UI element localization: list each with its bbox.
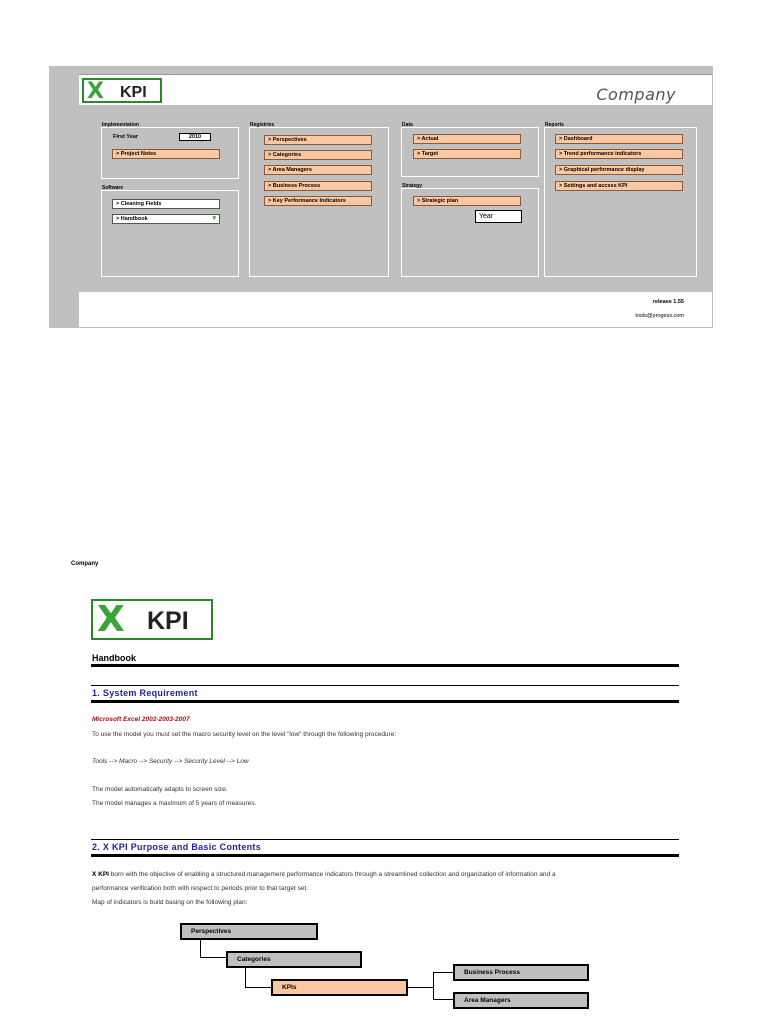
implementation-title: Implementation	[102, 122, 139, 128]
perspectives-button[interactable]: > Perspectives	[264, 135, 372, 145]
section2-line3: Map of indicators is build basing on the following plan:	[92, 899, 248, 906]
diagram-kpis: KPIs	[271, 979, 408, 996]
settings-access-kpi-button[interactable]: > Settings and access KPI	[555, 181, 683, 191]
section1-heading: 1. System Requirement	[92, 688, 198, 698]
graphical-performance-button[interactable]: > Graphical performance display	[555, 165, 683, 175]
first-year-field[interactable]: 2010	[179, 133, 211, 141]
software-title: Software	[102, 185, 124, 191]
section1-subheading: Microsoft Excel 2002-2003-2007	[92, 716, 190, 723]
connector-2	[245, 968, 246, 988]
document-company: Company	[71, 561, 99, 567]
section2-heading: 2. X KPI Purpose and Basic Contents	[92, 842, 262, 852]
target-button[interactable]: > Target	[413, 149, 521, 159]
company-name: Company	[596, 85, 676, 104]
key-performance-indicators-button[interactable]: > Key Performance Indicators	[264, 196, 372, 206]
actual-button[interactable]: > Actual	[413, 134, 521, 144]
dashboard-panel	[49, 66, 713, 328]
cursor-icon: ▾	[212, 215, 216, 222]
connector-3v	[433, 972, 434, 1000]
reports-title: Reports	[545, 122, 564, 128]
first-year-label: First Year	[113, 134, 138, 140]
section2-line1	[92, 871, 556, 878]
data-title: Data	[402, 122, 413, 128]
section2-line2: performance verification both with respect to periods prior to that target set.	[92, 885, 309, 892]
connector-3a	[433, 972, 453, 973]
handbook-title: Handbook	[92, 653, 136, 663]
handbook-logo-x-mark: X	[97, 599, 125, 640]
section2-line1-text: born with the objective of enabling a structured management performance indicators through a streamlined collection and organization of information and a	[108, 871, 556, 878]
dashboard-footer	[79, 292, 712, 327]
handbook-logo-text: KPI	[147, 607, 189, 635]
section2-rule-bottom	[91, 854, 679, 857]
security-path: Tools --> Macro --> Security --> Security Level --> Low	[92, 758, 249, 765]
registries-title: Registries	[250, 122, 275, 128]
connector-1h	[200, 957, 226, 958]
categories-button[interactable]: > Categories	[264, 150, 372, 160]
dashboard-button[interactable]: > Dashboard	[555, 134, 683, 144]
connector-3	[408, 987, 433, 988]
connector-1	[200, 940, 201, 958]
connector-3b	[433, 999, 453, 1000]
title-rule	[91, 664, 679, 667]
strategy-title: Strategy	[402, 183, 423, 189]
xkpi-logo	[82, 78, 162, 103]
section1-rule-bottom	[91, 700, 679, 703]
diagram-area-managers: Area Managers	[453, 992, 589, 1009]
handbook-label: > Handbook	[116, 216, 148, 222]
business-process-button[interactable]: > Business Process	[264, 181, 372, 191]
area-managers-button[interactable]: > Area Managers	[264, 165, 372, 175]
section1-rule-top	[91, 685, 679, 686]
logo-text: KPI	[120, 84, 147, 101]
strategic-plan-button[interactable]: > Strategic plan	[413, 196, 521, 206]
diagram-business-process: Business Process	[453, 964, 589, 981]
section2-rule-top	[91, 839, 679, 840]
cleaning-fields-button[interactable]: > Cleaning Fields	[112, 199, 220, 209]
handbook-button[interactable]	[112, 214, 220, 224]
diagram-categories: Categories	[226, 951, 362, 968]
year-field[interactable]: Year	[475, 210, 522, 223]
handbook-logo	[91, 599, 213, 640]
release-version: release 1.55	[652, 299, 684, 305]
connector-2h	[245, 987, 271, 988]
xkpi-lead: X KPI	[92, 871, 109, 878]
logo-x-mark: X	[87, 79, 104, 104]
dashboard-header	[79, 74, 712, 105]
project-notes-button[interactable]: > Project Notes	[112, 149, 220, 159]
diagram-perspectives: Perspectives	[180, 923, 318, 940]
section1-line3: The model manages a maximum of 5 years of measures.	[92, 800, 257, 807]
contact-email[interactable]: tools@progess.com	[635, 313, 684, 319]
trend-performance-button[interactable]: > Trend performance indicators	[555, 149, 683, 159]
section1-line2: The model automatically adapts to screen size.	[92, 786, 228, 793]
section1-line1: To use the model you must set the macro security level on the level "low" through the following procedure:	[92, 731, 397, 738]
